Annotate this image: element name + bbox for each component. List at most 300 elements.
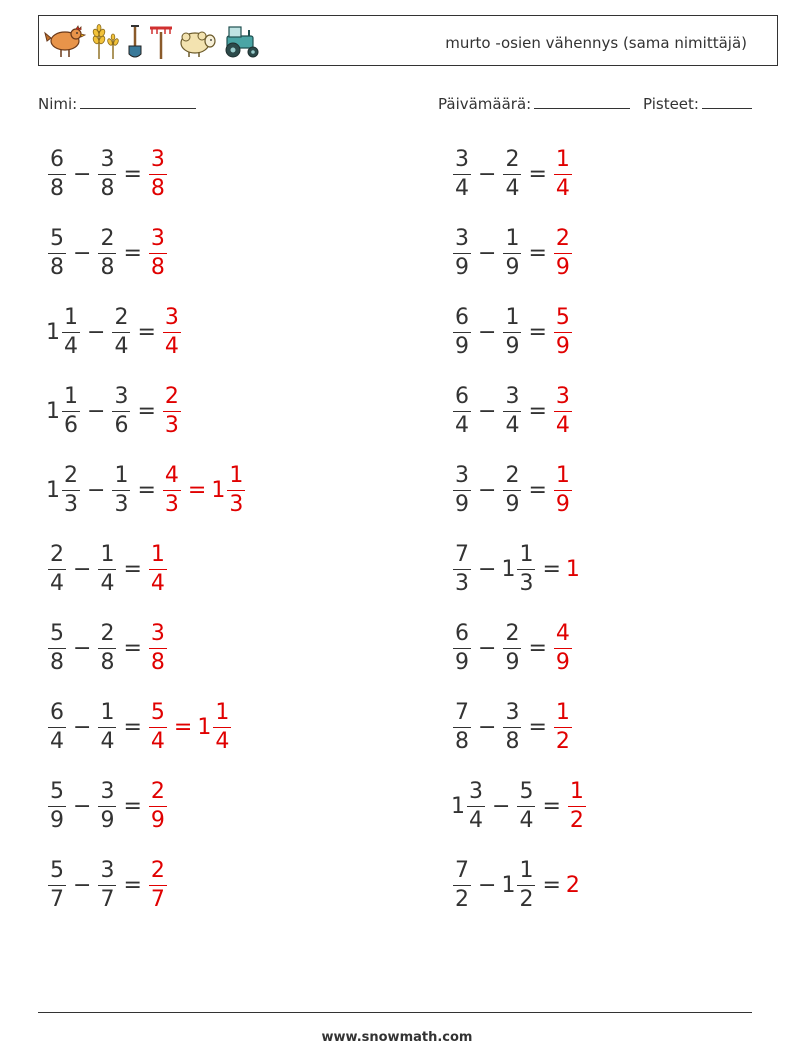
operand-b (96, 857, 118, 912)
date-label: Päivämäärä: (438, 95, 532, 113)
footer-divider (38, 1012, 752, 1013)
problem-left-5 (46, 460, 247, 520)
answer (161, 383, 183, 438)
denominator: 9 (555, 333, 570, 359)
denominator: 3 (164, 412, 179, 438)
answer (552, 225, 574, 280)
answer-value (552, 146, 574, 201)
fraction (48, 620, 66, 675)
denominator: 4 (519, 807, 534, 833)
name-label: Nimi: (38, 95, 78, 113)
denominator: 8 (100, 254, 115, 280)
answer (552, 620, 574, 675)
equals-sign: = (528, 714, 547, 740)
numerator: 5 (50, 778, 64, 804)
numerator: 1 (100, 699, 115, 725)
fraction (554, 699, 572, 754)
operand-a (451, 383, 473, 438)
tractor-icon (219, 24, 265, 60)
whole-number: 1 (451, 793, 465, 819)
numerator: 6 (50, 146, 64, 172)
fraction (503, 462, 521, 517)
numerator: 1 (555, 699, 570, 725)
operand-b (110, 462, 132, 517)
answer-value (552, 620, 574, 675)
minus-sign: − (73, 793, 92, 819)
footer-url: www.snowmath.com (321, 1030, 473, 1045)
numerator: 5 (519, 778, 534, 804)
answer-value (147, 699, 169, 754)
numerator: 5 (50, 225, 64, 251)
answer-value (552, 225, 574, 280)
denominator: 7 (150, 886, 165, 912)
fraction (453, 541, 471, 596)
denominator: 4 (555, 175, 570, 201)
numerator: 3 (114, 383, 129, 409)
equals-sign: = (137, 477, 156, 503)
numerator: 3 (150, 146, 165, 172)
denominator: 4 (505, 412, 520, 438)
operand-a (451, 225, 473, 280)
fraction (112, 462, 130, 517)
minus-sign: − (73, 240, 92, 266)
operand-b (110, 304, 132, 359)
numerator: 1 (569, 778, 584, 804)
numerator: 4 (555, 620, 570, 646)
denominator: 4 (114, 333, 129, 359)
numerator: 6 (50, 699, 64, 725)
numerator: 3 (100, 778, 115, 804)
denominator: 2 (569, 807, 584, 833)
equals-sign: = (528, 477, 547, 503)
operand-a (451, 620, 473, 675)
answer-value (197, 699, 233, 754)
numerator: 5 (50, 620, 64, 646)
operand-a (46, 462, 82, 517)
numerator: 5 (150, 699, 165, 725)
fraction (467, 778, 485, 833)
denominator: 4 (100, 570, 115, 596)
fraction (98, 778, 116, 833)
problem-left-9 (46, 776, 169, 836)
denominator: 3 (64, 491, 78, 517)
whole-number: 1 (46, 319, 60, 345)
score-label: Pisteet: (643, 95, 699, 113)
problem-right-9 (451, 776, 588, 836)
fraction (62, 383, 80, 438)
denominator: 9 (100, 807, 115, 833)
fraction (98, 699, 116, 754)
numerator: 3 (100, 857, 115, 883)
fraction (503, 225, 521, 280)
denominator: 7 (100, 886, 115, 912)
equals-sign: = (542, 872, 561, 898)
date-score-fields (438, 94, 752, 113)
header-icons (43, 24, 265, 60)
answer-value (147, 146, 169, 201)
answer (147, 620, 169, 675)
denominator: 4 (555, 412, 570, 438)
numerator: 2 (150, 857, 165, 883)
fraction (554, 383, 572, 438)
operand-b (110, 383, 132, 438)
answer (566, 778, 588, 833)
answer-value (566, 557, 580, 582)
whole-number: 1 (46, 398, 60, 424)
denominator: 8 (50, 254, 64, 280)
fraction (517, 857, 535, 912)
header-box (38, 15, 778, 66)
answer-value (552, 699, 574, 754)
equals-sign: = (123, 556, 142, 582)
fraction (453, 620, 471, 675)
answer-mixed (169, 699, 233, 754)
numerator: 7 (455, 699, 469, 725)
denominator: 3 (229, 491, 244, 517)
equals-sign: = (123, 240, 142, 266)
denominator: 8 (150, 254, 165, 280)
whole-number: 1 (197, 714, 212, 740)
fraction (149, 146, 167, 201)
fraction (554, 225, 572, 280)
fraction (453, 225, 471, 280)
minus-sign: − (492, 793, 511, 819)
numerator: 1 (64, 383, 78, 409)
answer (161, 462, 183, 517)
fraction (98, 620, 116, 675)
worksheet-title: murto -osien vähennys (sama nimittäjä) (445, 34, 747, 52)
numerator: 2 (64, 462, 78, 488)
fraction (98, 857, 116, 912)
numerator: 1 (519, 541, 534, 567)
problem-right-6 (451, 539, 580, 599)
fraction (453, 146, 471, 201)
equals-sign: = (137, 319, 156, 345)
answer-equals-sign: = (173, 714, 193, 740)
numerator: 2 (100, 225, 115, 251)
problem-left-3 (46, 302, 183, 362)
answer-value (161, 304, 183, 359)
equals-sign: = (123, 635, 142, 661)
fraction (149, 225, 167, 280)
operand-b (96, 699, 118, 754)
operand-b (96, 778, 118, 833)
fraction (517, 778, 535, 833)
answer-value (161, 383, 183, 438)
minus-sign: − (478, 398, 497, 424)
numerator: 3 (469, 778, 483, 804)
minus-sign: − (478, 240, 497, 266)
operand-a (46, 699, 68, 754)
minus-sign: − (87, 398, 106, 424)
operand-a (46, 225, 68, 280)
fraction (453, 462, 471, 517)
fraction (453, 857, 471, 912)
denominator: 2 (455, 886, 469, 912)
fraction (112, 304, 130, 359)
denominator: 9 (555, 649, 570, 675)
denominator: 8 (150, 175, 165, 201)
numerator: 3 (455, 225, 469, 251)
answer-value (552, 462, 574, 517)
operand-a (451, 462, 473, 517)
numerator: 2 (100, 620, 115, 646)
problem-right-7 (451, 618, 574, 678)
answer (566, 873, 580, 898)
denominator: 3 (164, 491, 179, 517)
operand-a (46, 541, 68, 596)
problem-right-8 (451, 697, 574, 757)
denominator: 9 (455, 333, 469, 359)
denominator: 8 (100, 649, 115, 675)
fraction (149, 699, 167, 754)
answer (147, 857, 169, 912)
denominator: 6 (114, 412, 129, 438)
numerator: 5 (50, 857, 64, 883)
minus-sign: − (73, 556, 92, 582)
fraction (48, 778, 66, 833)
wheat-icon (89, 24, 123, 60)
numerator: 3 (555, 383, 570, 409)
fraction (503, 146, 521, 201)
answer (552, 383, 574, 438)
fraction (554, 304, 572, 359)
denominator: 4 (164, 333, 179, 359)
equals-sign: = (528, 161, 547, 187)
denominator: 3 (519, 570, 534, 596)
minus-sign: − (478, 477, 497, 503)
whole-number: 1 (565, 556, 580, 582)
date-line (534, 94, 630, 109)
numerator: 1 (114, 462, 129, 488)
whole-number: 1 (46, 477, 60, 503)
answer-value (552, 383, 574, 438)
equals-sign: = (123, 161, 142, 187)
numerator: 3 (505, 699, 520, 725)
fraction (48, 225, 66, 280)
numerator: 4 (164, 462, 179, 488)
denominator: 4 (50, 728, 64, 754)
denominator: 9 (505, 491, 520, 517)
denominator: 2 (519, 886, 534, 912)
numerator: 7 (455, 857, 469, 883)
denominator: 4 (469, 807, 483, 833)
fraction (453, 304, 471, 359)
answer-value (566, 778, 588, 833)
minus-sign: − (87, 319, 106, 345)
operand-b (96, 541, 118, 596)
fraction (62, 304, 80, 359)
answer (147, 778, 169, 833)
operand-a (451, 857, 473, 912)
problem-right-3 (451, 302, 574, 362)
operand-b (501, 541, 537, 596)
equals-sign: = (528, 240, 547, 266)
equals-sign: = (528, 319, 547, 345)
operand-b (501, 857, 537, 912)
numerator: 1 (150, 541, 165, 567)
operand-a (46, 620, 68, 675)
denominator: 9 (555, 491, 570, 517)
problem-right-2 (451, 223, 574, 283)
denominator: 8 (150, 649, 165, 675)
numerator: 1 (64, 304, 78, 330)
numerator: 3 (150, 225, 165, 251)
denominator: 3 (114, 491, 129, 517)
operand-b (501, 699, 523, 754)
minus-sign: − (73, 161, 92, 187)
numerator: 2 (150, 778, 165, 804)
operand-b (501, 462, 523, 517)
numerator: 6 (455, 620, 469, 646)
problem-left-10 (46, 855, 169, 915)
denominator: 4 (150, 728, 165, 754)
operand-b (96, 225, 118, 280)
fraction (503, 383, 521, 438)
operand-a (451, 541, 473, 596)
answer-value (147, 541, 169, 596)
fraction (112, 383, 130, 438)
answer-value (211, 462, 247, 517)
problem-left-4 (46, 381, 183, 441)
denominator: 9 (505, 333, 520, 359)
operand-a (46, 383, 82, 438)
equals-sign: = (123, 714, 142, 740)
operand-a (451, 304, 473, 359)
answer (161, 304, 183, 359)
problem-right-1 (451, 144, 574, 204)
answer (147, 541, 169, 596)
minus-sign: − (87, 477, 106, 503)
fraction (213, 699, 231, 754)
fraction (227, 462, 245, 517)
minus-sign: − (478, 635, 497, 661)
numerator: 1 (505, 225, 520, 251)
denominator: 9 (455, 491, 469, 517)
numerator: 2 (505, 462, 520, 488)
answer-value (552, 304, 574, 359)
answer (147, 146, 169, 201)
denominator: 4 (50, 570, 64, 596)
equals-sign: = (528, 398, 547, 424)
numerator: 3 (455, 462, 469, 488)
score-line (702, 94, 752, 109)
minus-sign: − (478, 319, 497, 345)
numerator: 1 (229, 462, 244, 488)
fraction (48, 699, 66, 754)
denominator: 6 (64, 412, 78, 438)
numerator: 2 (505, 146, 520, 172)
numerator: 2 (50, 541, 64, 567)
fraction (149, 541, 167, 596)
problem-left-2 (46, 223, 169, 283)
chicken-icon (43, 24, 87, 60)
answer (147, 699, 169, 754)
answer (552, 304, 574, 359)
denominator: 9 (505, 254, 520, 280)
whole-number: 1 (501, 872, 516, 898)
operand-a (46, 857, 68, 912)
operand-a (46, 304, 82, 359)
answer (552, 146, 574, 201)
whole-number: 1 (501, 556, 516, 582)
operand-a (451, 778, 487, 833)
fraction (554, 462, 572, 517)
denominator: 9 (50, 807, 64, 833)
equals-sign: = (137, 398, 156, 424)
denominator: 8 (50, 649, 64, 675)
fraction (149, 620, 167, 675)
fraction (48, 541, 66, 596)
rake-icon (147, 24, 175, 60)
fraction (453, 699, 471, 754)
fraction (453, 383, 471, 438)
problem-left-7 (46, 618, 169, 678)
denominator: 4 (64, 333, 78, 359)
equals-sign: = (123, 872, 142, 898)
numerator: 6 (455, 304, 469, 330)
equals-sign: = (542, 556, 561, 582)
denominator: 9 (150, 807, 165, 833)
denominator: 9 (555, 254, 570, 280)
denominator: 9 (455, 254, 469, 280)
name-field (38, 94, 196, 113)
minus-sign: − (478, 872, 497, 898)
problem-right-4 (451, 381, 574, 441)
operand-a (46, 778, 68, 833)
numerator: 3 (455, 146, 469, 172)
fraction (503, 304, 521, 359)
sheep-icon (177, 24, 217, 60)
numerator: 3 (150, 620, 165, 646)
fraction (149, 857, 167, 912)
denominator: 9 (455, 649, 469, 675)
operand-b (515, 778, 537, 833)
denominator: 4 (150, 570, 165, 596)
denominator: 8 (455, 728, 469, 754)
denominator: 7 (50, 886, 64, 912)
numerator: 1 (519, 857, 534, 883)
denominator: 4 (455, 175, 469, 201)
fraction (98, 146, 116, 201)
operand-b (501, 304, 523, 359)
denominator: 4 (505, 175, 520, 201)
numerator: 5 (555, 304, 570, 330)
operand-b (96, 620, 118, 675)
denominator: 9 (505, 649, 520, 675)
equals-sign: = (528, 635, 547, 661)
minus-sign: − (73, 872, 92, 898)
fraction (163, 304, 181, 359)
minus-sign: − (73, 714, 92, 740)
answer-value (147, 225, 169, 280)
numerator: 6 (455, 383, 469, 409)
answer-equals-sign: = (187, 477, 207, 503)
fraction (163, 462, 181, 517)
answer-value (147, 857, 169, 912)
denominator: 2 (555, 728, 570, 754)
numerator: 1 (555, 146, 570, 172)
operand-a (46, 146, 68, 201)
operand-b (501, 620, 523, 675)
numerator: 1 (100, 541, 115, 567)
numerator: 7 (455, 541, 469, 567)
answer-value (147, 620, 169, 675)
operand-b (96, 146, 118, 201)
whole-number: 1 (211, 477, 226, 503)
denominator: 8 (50, 175, 64, 201)
fraction (503, 620, 521, 675)
